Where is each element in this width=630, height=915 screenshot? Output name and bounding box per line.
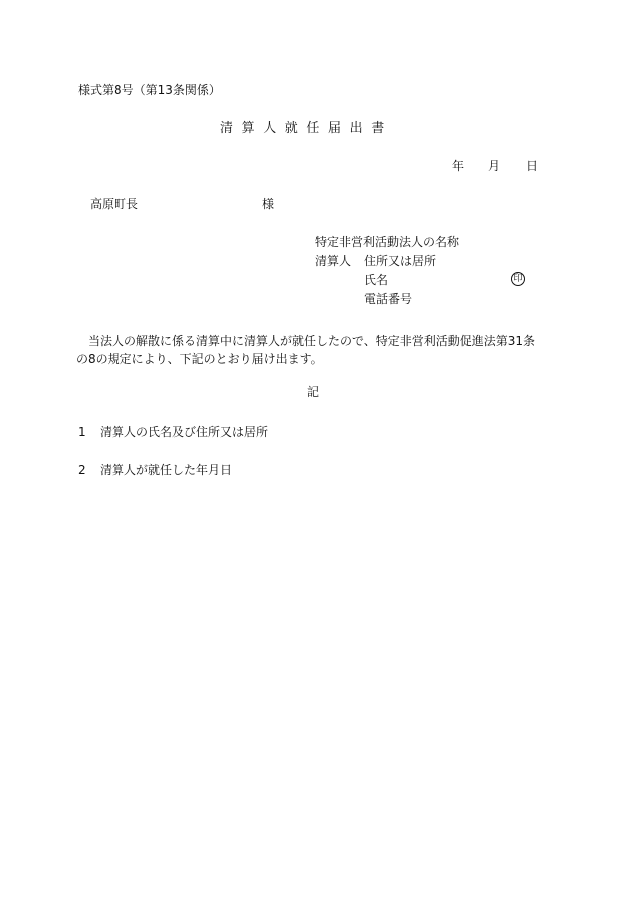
recipient-honorific: 様: [262, 197, 275, 211]
applicant-role-label: 清算人: [315, 254, 352, 268]
list-item: [78, 464, 232, 476]
ki-heading: 記: [307, 385, 320, 399]
notice-body: [76, 332, 554, 368]
item-text: 清算人の氏名及び住所又は居所: [100, 425, 269, 439]
item-number: 2: [78, 463, 86, 477]
item-number: 1: [78, 425, 86, 439]
item-text: 清算人が就任した年月日: [100, 463, 233, 477]
recipient-name: 高原町長: [90, 197, 139, 211]
date-day-label: 日: [526, 159, 539, 173]
document-title: 清算人就任届出書: [220, 121, 393, 136]
date-year-label: 年: [452, 159, 465, 173]
notice-body-line-1: 当法人の解散に係る清算中に清算人が就任したので、特定非営利活動促進法第31条: [88, 334, 536, 348]
form-number-label: 様式第8号（第13条関係）: [78, 83, 221, 97]
applicant-address-label: 住所又は居所: [364, 254, 437, 268]
applicant-name-label: 氏名: [364, 273, 389, 287]
applicant-org-name-label: 特定非営利活動法人の名称: [315, 235, 460, 249]
notice-body-line-2: の8の規定により、下記のとおり届け出ます。: [76, 352, 323, 366]
date-month-label: 月: [488, 159, 501, 173]
seal-icon: 印: [511, 272, 525, 286]
list-item: [78, 426, 268, 438]
applicant-phone-label: 電話番号: [364, 292, 413, 306]
